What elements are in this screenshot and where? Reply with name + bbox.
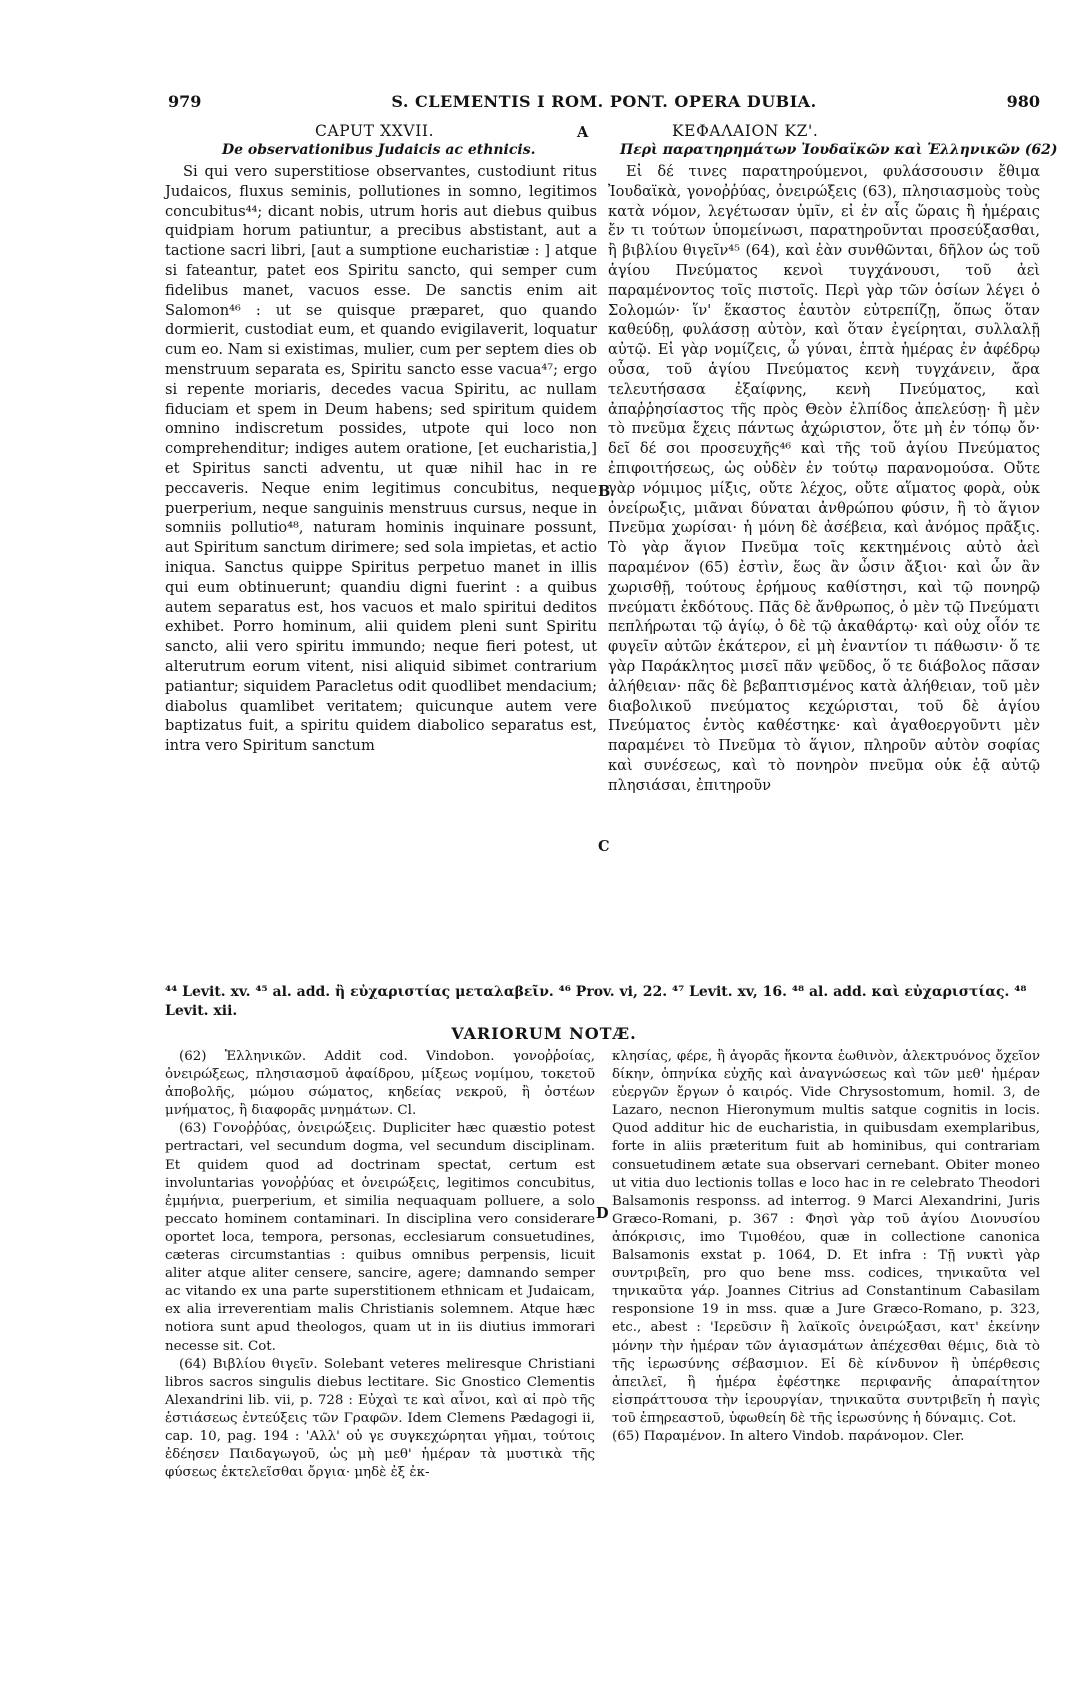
variorum-notes-left [165,1048,595,1482]
note-64-continued: κλησίας, φέρε, ἢ ἀγορᾶς ἥκοντα ἑωθινὸν, ἀλεκτρυόνος ὄχεῖον δίκην, ὁπηνίκα εὐχῆς καὶ ἀναγνώσεως καὶ τῶν μεθ' ἡμέραν εὐεργῶν ἔργων ὁ καιρός. Vide Chrysostomum, homil. 3, de Lazaro, necnon Hieronymum multis satque cognitis in locis. Quod additur hic de eucharistia, in quibusdam exemplaribus, forte in aliis præteritum fuit ab hominibus, qui contrariam consuetudinem ætate sua observari cernebant. Obiter moneo ut vitia duo lectionis tollas e loco hac in re celebrato Theodori Balsamonis responss. ad interrog. 9 Marci Alexandrini, Juris Græco-Romani, p. 367 : Φησὶ γὰρ τοῦ ἁγίου Διονυσίου ἀπόκρισις, imo Τιμοθέου, quæ in collectione canonica Balsamonis exstat p. 1064, D. Et infra : Τῇ νυκτὶ γὰρ συντριβεῖη, pro quo bene mss. codices, τηνικαῦτα vel τηνικαῦτα γάρ. Joannes Citrius ad Constantinum Cabasilam responsione 19 in mss. quæ a Jure Græco-Romano, p. 323, etc., abest : 'Ιερεῦσιν ἢ λαϊκοῖς ὀνειρώξασι, κατ' ἐκείνην μόνην τὴν ἡμέραν τῶν ἁγιασμάτων ἀπέχεσθαι θέμις, διὰ τὸ τῆς ἱερωσύνης σέβασμιον. Εἰ δὲ κίνδυνον ἢ ὑπέρθεσις ἀπειλεῖ, ἢ ἡμέρα ἐφέστηκε περιφανῆς ἀπαραίτητον εἰσπράττουσα τὴν ἱερουργίαν, τηνικαῦτα συντριβεῖη ἡ παγὶς τοῦ ἐπηρεαστοῦ, ὑφωθείη δὲ τῆς ἱερωσύνης ἡ δύναμις. Cot. [612,1049,1040,1426]
running-header [168,92,1040,116]
greek-subtitle: Περὶ παρατηρημάτων Ἰουδαϊκῶν καὶ Ἑλληνικῶν (62) [620,142,1058,158]
greek-chapter-heading: ΚΕΦΑΛΑΙΟΝ ΚΖ'. [672,122,819,140]
greek-body-text: Εἰ δέ τινες παρατηρούμενοι, φυλάσσουσιν ἔθιμα Ἰουδαϊκὰ, γονοῤῥύας, ὀνειρώξεις (63), πλησιασμοὺς τοὺς κατὰ νόμον, λεγέτωσαν ὑμῖν, εἰ ἐν αἷς ὥραις ἢ ἡμέραις ἔν τι τούτων ὑπομείνωσι, παρατηροῦνται προσεύξασθαι, ἢ βιβλίου θιγεῖν⁴⁵ (64), καὶ ἐὰν συνθῶνται, δῆλον ὡς τοῦ ἁγίου Πνεύματος κενοὶ τυγχάνουσι, τοῦ ἀεὶ παραμένοντος τοῖς πιστοῖς. Περὶ γὰρ τῶν ὁσίων λέγει ὁ Σολομών· ἵν' ἕκαστος ἑαυτὸν εὐτρεπίζῃ, ὅπως ὅταν καθεύδῃ, φυλάσσῃ αὐτὸν, καὶ ὅταν ἐγείρηται, συλλαλῇ αὐτῷ. Εἰ γὰρ νομίζεις, ὦ γύναι, ἑπτὰ ἡμέρας ἐν ἀφέδρῳ οὖσα, τοῦ ἁγίου Πνεύματος κενὴ τυγχάνειν, ἄρα τελευτήσασα ἐξαίφνης, κενὴ Πνεύματος, καὶ ἀπαῤῥησίαστος τῆς πρὸς Θεὸν ἐλπίδος ἀπελεύσῃ· ἢ μὲν τὸ πνεῦμα ἔχεις πάντως ἀχώριστον, ὅτε μὴ ἐν τόπῳ ὄν· δεῖ δέ σοι προσευχῆς⁴⁶ καὶ τῆς τοῦ ἁγίου Πνεύματος ἐπιφοιτήσεως, ὡς οὐδὲν ἐν τούτῳ παρανομούσα. Οὔτε γὰρ νόμιμος μίξις, οὔτε λέχος, οὔτε αἵματος φορὰ, οὐκ ὀνείρωξις, μιᾶναι δύναται ἀνθρώπου φύσιν, ἢ τὸ ἅγιον Πνεῦμα χωρίσαι· ἡ μόνη δὲ ἀσέβεια, καὶ ἀνόμος πρᾶξις. Τὸ γὰρ ἅγιον Πνεῦμα τοῖς κεκτημένοις αὐτὸ ἀεὶ παραμένον (65) ἐστὶν, ἕως ἂν ὦσιν ἄξιοι· καὶ ὧν ἂν χωρισθῇ, τούτους ἐρήμους καθίστησι, καὶ τῷ πονηρῷ πνεύματι ἐκδότους. Πᾶς δὲ ἄνθρωπος, ὁ μὲν τῷ Πνεύματι πεπλήρωται τῷ ἁγίῳ, ὁ δὲ τῷ ἀκαθάρτῳ· καὶ οὐχ οἷόν τε φυγεῖν αὐτῶν ἑκάτερον, εἰ μὴ ἐναντίον τι πάθωσιν· ὅ τε γὰρ Παράκλητος μισεῖ πᾶν ψεῦδος, ὅ τε διάβολος πᾶσαν ἀλήθειαν· πᾶς δὲ βεβαπτισμένος κατὰ ἀλήθειαν, τοῦ μὲν διαβολικοῦ πνεύματος κεχώρισται, τοῦ δὲ ἁγίου Πνεύματος ἐντὸς καθέστηκε· καὶ ἀγαθοεργοῦντι μὲν παραμένει τὸ Πνεῦμα τὸ ἅγιον, πληροῦν αὐτὸν σοφίας καὶ συνέσεως, καὶ τὸ πονηρὸν πνεῦμα οὐκ ἐᾷ αὐτῷ πλησιάσαι, ἐπιτηροῦν [608,163,1040,794]
section-marker-a: A [577,124,589,141]
section-marker-b: B [598,483,611,500]
latin-column [165,162,597,756]
footnotes: ⁴⁴ Levit. xv. ⁴⁵ al. add. ἢ εὐχαριστίας μεταλαβεῖν. ⁴⁶ Prov. vi, 22. ⁴⁷ Levit. xv, 16. ⁴⁸ al. add. καὶ εὐχαριστίας. ⁴⁸ Levit. xii. [165,984,1027,1019]
note-64: (64) Βιβλίου θιγεῖν. Solebant veteres meliresque Christiani libros sacros singulis diebus lectitare. Sic Gnostico Clementis Alexandrini lib. vii, p. 728 : Εὐχαὶ τε καὶ αἶνοι, καὶ αἱ πρὸ τῆς ἑστιάσεως ἐντεύξεις τῶν Γραφῶν. Idem Clemens Pædagogi ii, cap. 10, pag. 194 : 'Αλλ' οὐ γε συγκεχώρηται γῆμαι, τούτοις ἐδέησεν Παιδαγωγοῦ, ὡς μὴ μεθ' ἡμέραν τὰ μυστικὰ τῆς φύσεως ἐκτελεῖσθαι ὄργια· μηδὲ ἐξ ἐκ- [165,1356,595,1481]
latin-chapter-heading: CAPUT XXVII. [315,122,435,140]
page-number-right: 980 [1006,92,1040,111]
greek-column [608,162,1040,796]
section-marker-d: D [596,1205,609,1222]
note-63: (63) Γονοῤῥύας, ὀνειρώξεις. Dupliciter hæc quæstio potest pertractari, vel secundum dogma, vel secundum disciplinam. Et quidem quod ad doctrinam spectat, certum est involuntarias γονοῤῥύας et ὀνειρώξεις, legitimos concubitus, ἐμμήνια, puerperium, et similia nequaquam polluere, a solo peccato hominem contaminari. In disciplina vero considerare oportet loca, tempora, personas, ecclesiarum consuetudines, cæteras circumstantias : quibus omnibus perpensis, licuit aliter atque aliter censere, sancire, agere; damnando semper ac vitando ex una parte superstitionem ethnicam et Judaicam, ex alia irreverentiam malis Christianis solemnem. Atque hæc notiora sunt apud theologos, quam ut in iis diutius immorari necesse sit. Cot. [165,1121,595,1354]
latin-body-text: Si qui vero superstitiose observantes, custodiunt ritus Judaicos, fluxus seminis, pollutiones in somno, legitimos concubitus⁴⁴; dicant nobis, utrum horis aut diebus quibus quidpiam horum patiuntur, a precibus abstistant, aut a tactione sacri libri, [aut a sumptione eucharistiæ : ] atque si fateantur, patet eos Spiritu sancto, qui semper cum fidelibus manet, vacuos esse. De sanctis enim ait Salomon⁴⁶ : ut se quisque præparet, quo quando dormierit, custodiat eum, et quando evigilaverit, loquatur cum eo. Nam si existimas, mulier, cum per septem dies ob menstruum separata es, Spiritu sancto esse vacua⁴⁷; ergo si repente moriaris, decedes vacua Spiritu, ac nullam fiduciam et spem in Deum habens; sed spiritum quidem omnino indiscretum possides, utpote qui loco non comprehenditur; indiges autem oratione, [et eucharistia,] et Spiritus sancti adventu, ut quæ nihil hac in re peccaveris. Neque enim legitimus concubitus, neque puerperium, neque sanguinis menstruus cursus, neque in somniis pollutio⁴⁸, naturam hominis inquinare possunt, aut Spiritum sanctum dirimere; sed sola impietas, et actio iniqua. Sanctus quippe Spiritus perpetuo manet in illis qui eum obtinuerunt; quandiu digni fuerint : a quibus autem separatus est, hos vacuos et malo spiritui deditos exhibet. Porro hominum, alii quidem pleni sunt Spiritu sancto, alii vero spiritu immundo; neque fieri potest, ut alterutrum eorum vitent, nisi aliquid sibimet contrarium patiantur; siquidem Paracletus odit quodlibet mendacium; diabolus quamlibet veritatem; quicunque autem vere baptizatus fuit, a spiritu quidem diabolico separatus est, intra vero Spiritum sanctum [165,163,597,755]
page-number-left: 979 [168,92,202,111]
variorum-notes-right [612,1048,1040,1446]
note-62: (62) Ἑλληνικῶν. Addit cod. Vindobon. γονοῤῥοίας, ὀνειρώξεως, πλησιασμοῦ ἀφαίδρου, μίξεως νομίμου, τοκετοῦ ἀποβολῆς, μώμου σώματος, κηδείας νεκροῦ, ἢ ὀστέων μνήματος, ἢ διαφορᾶς μνημάτων. Cl. [165,1049,595,1119]
latin-subtitle: De observationibus Judaicis ac ethnicis. [222,142,536,158]
section-marker-c: C [598,838,610,855]
variorum-notes-heading: VARIORUM NOTÆ. [451,1024,637,1043]
note-65: (65) Παραμένον. In altero Vindob. παράνομον. Cler. [612,1428,965,1444]
running-title: S. CLEMENTIS I ROM. PONT. OPERA DUBIA. [391,92,817,111]
